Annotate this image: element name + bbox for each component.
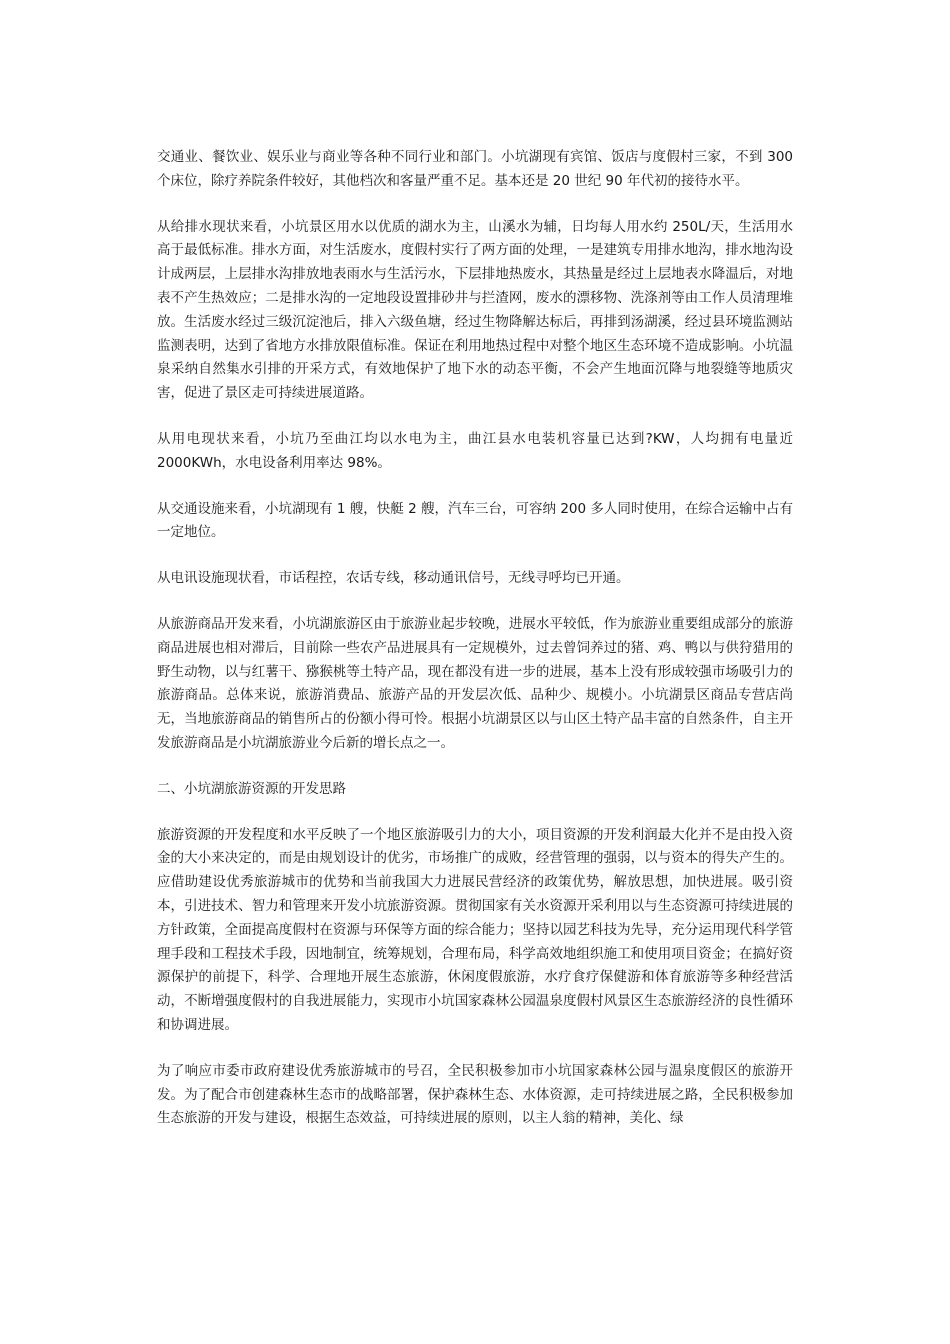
paragraph-public-participation: 为了响应市委市政府建设优秀旅游城市的号召，全民积极参加市小坑国家森林公园与温泉度假区的旅游开发。为了配合市创建森林生态市的战略部署，保护森林生态、水体资源，走可持续进展之路，全民积极参加生态旅游的开发与建设，根据生态效益，可持续进展的原则，以主人翁的精神，美化、绿 [157, 1062, 793, 1127]
document-page [157, 146, 793, 1153]
paragraph-tourism-goods: 从旅游商品开发来看，小坑湖旅游区由于旅游业起步较晚，进展水平较低，作为旅游业重要组成部分的旅游商品进展也相对滞后，目前除一些农产品进展具有一定规模外，过去曾饲养过的猪、鸡、鸭以与供狩猎用的野生动物，以与红薯干、猕猴桃等土特产品，现在都没有进一步的进展，基本上没有形成较强市场吸引力的旅游商品。总体来说，旅游消费品、旅游产品的开发层次低、品种少、规模小。小坑湖景区商品专营店尚无，当地旅游商品的销售所占的份额小得可怜。根据小坑湖景区以与山区土特产品丰富的自然条件，自主开发旅游商品是小坑湖旅游业今后新的增长点之一。 [157, 615, 793, 751]
paragraph-transport: 从交通设施来看，小坑湖现有 1 艘，快艇 2 艘，汽车三台，可容纳 200 多人同时使用，在综合运输中占有一定地位。 [157, 500, 793, 541]
paragraph-water-supply: 从给排水现状来看，小坑景区用水以优质的湖水为主，山溪水为辅，日均每人用水约 250L/天，生活用水高于最低标准。排水方面，对生活废水，度假村实行了两方面的处理，一是建筑专用排水地沟，排水地沟设计成两层，上层排水沟排放地表雨水与生活污水，下层排地热废水，其热量是经过上层地表水降温后，对地表不产生热效应；二是排水沟的一定地段设置排砂井与拦渣网，废水的漂移物、洗涤剂等由工作人员清理堆放。生活废水经过三级沉淀池后，排入六级鱼塘，经过生物降解达标后，再排到汤湖溪，经过县环境监测站监测表明，达到了省地方水排放限值标准。保证在利用地热过程中对整个地区生态环境不造成影响。小坑温泉采纳自然集水引排的开采方式，有效地保护了地下水的动态平衡，不会产生地面沉降与地裂缝等地质灾害，促进了景区走可持续进展道路。 [157, 218, 793, 402]
paragraph-development-ideas: 旅游资源的开发程度和水平反映了一个地区旅游吸引力的大小，项目资源的开发利润最大化并不是由投入资金的大小来决定的，而是由规划设计的优劣，市场推广的成败，经营管理的强弱，以与资本的得失产生的。应借助建设优秀旅游城市的优势和当前我国大力进展民营经济的政策优势，解放思想，加快进展。吸引资本，引进技术、智力和管理来开发小坑旅游资源。贯彻国家有关水资源开采利用以与生态资源可持续进展的方针政策，全面提高度假村在资源与环保等方面的综合能力；坚持以园艺科技为先导，充分运用现代科学管理手段和工程技术手段，因地制宜，统筹规划，合理布局，科学高效地组织施工和使用项目资金；在搞好资源保护的前提下，科学、合理地开展生态旅游，休闲度假旅游，水疗食疗保健游和体育旅游等多种经营活动，不断增强度假村的自我进展能力，实现市小坑国家森林公园温泉度假村风景区生态旅游经济的良性循环和协调进展。 [157, 826, 793, 1033]
paragraph-electricity: 从用电现状来看，小坑乃至曲江均以水电为主，曲江县水电装机容量已达到?KW，人均拥有电量近 2000KWh，水电设备利用率达 98%。 [157, 430, 793, 471]
paragraph-hotel-capacity: 交通业、餐饮业、娱乐业与商业等各种不同行业和部门。小坑湖现有宾馆、饭店与度假村三家，不到 300 个床位，除疗养院条件较好，其他档次和客量严重不足。基本还是 20 世纪 90 年代初的接待水平。 [157, 149, 793, 189]
paragraph-telecom: 从电讯设施现状看，市话程控，农话专线，移动通讯信号，无线寻呼均已开通。 [157, 570, 630, 587]
section-heading: 二、小坑湖旅游资源的开发思路 [157, 780, 346, 797]
